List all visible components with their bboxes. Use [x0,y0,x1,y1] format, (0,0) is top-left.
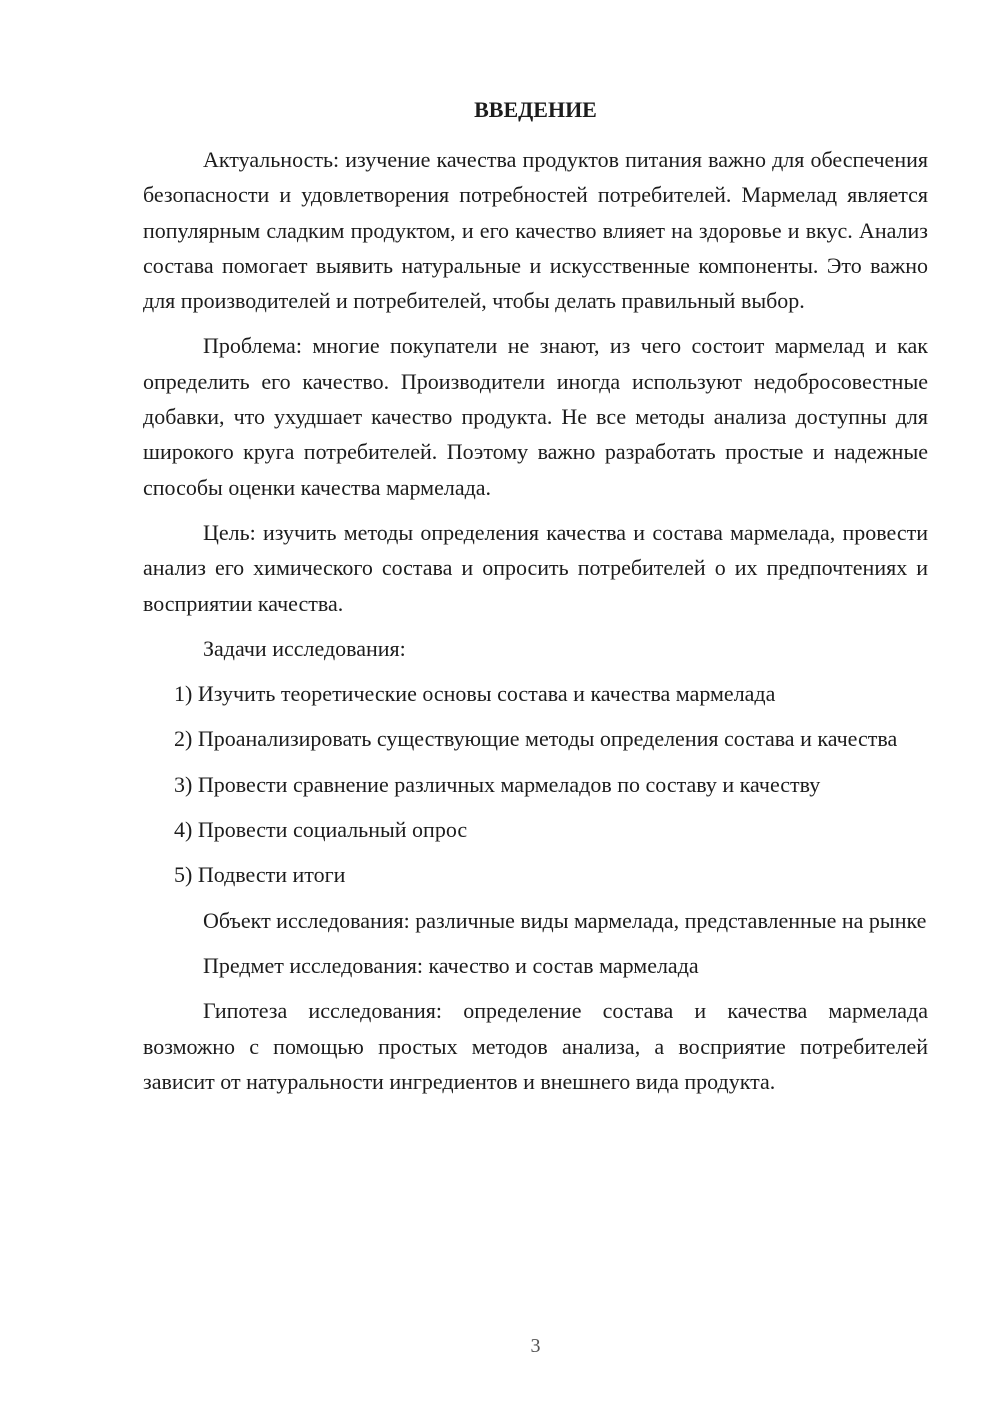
task-item: 1) Изучить теоретические основы состава и качества мармелада [174,681,776,707]
section-heading: ВВЕДЕНИЕ [474,97,597,122]
paragraph-hypothesis: Гипотеза исследования: определение состава и качества мармелада возможно с помощью простых методов анализа, а восприятие потребителей зависит от натуральности ингредиентов и внешнего вида продукта. [143,998,928,1094]
page-number: 3 [530,1335,541,1357]
body-text [143,142,928,1099]
task-item: 2) Проанализировать существующие методы определения состава и качества [174,726,898,752]
task-item: 3) Провести сравнение различных мармеладов по составу и качеству [174,771,821,797]
paragraph-goal: Цель: изучить методы определения качества и состава мармелада, провести анализ его химического состава и опросить потребителей о их предпочтениях и восприятии качества. [143,519,928,616]
paragraph-subject: Предмет исследования: качество и состав мармелада [203,952,699,978]
paragraph-relevance: Актуальность: изучение качества продуктов питания важно для обеспечения безопасности и удовлетворения потребностей потребителей. Мармелад является популярным сладким продуктом, и его качество влияет на здоровье и вкус. Анализ состава помогает выявить натуральные и искусственные компоненты. Это важно для производителей и потребителей, чтобы делать правильный выбор. [143,147,928,314]
task-item: 4) Провести социальный опрос [174,817,468,843]
document-page [143,0,928,1414]
paragraph-problem: Проблема: многие покупатели не знают, из чего состоит мармелад и как определить его качество. Производители иногда используют недобросовестные добавки, что ухудшает качество продукта. Не все методы анализа доступны для широкого круга потребителей. Поэтому важно разработать простые и надежные способы оценки качества мармелада. [143,333,928,500]
task-item: 5) Подвести итоги [174,862,346,888]
paragraph-object: Объект исследования: различные виды мармелада, представленные на рынке [203,907,927,933]
paragraph-tasks-intro: Задачи исследования: [203,635,406,661]
